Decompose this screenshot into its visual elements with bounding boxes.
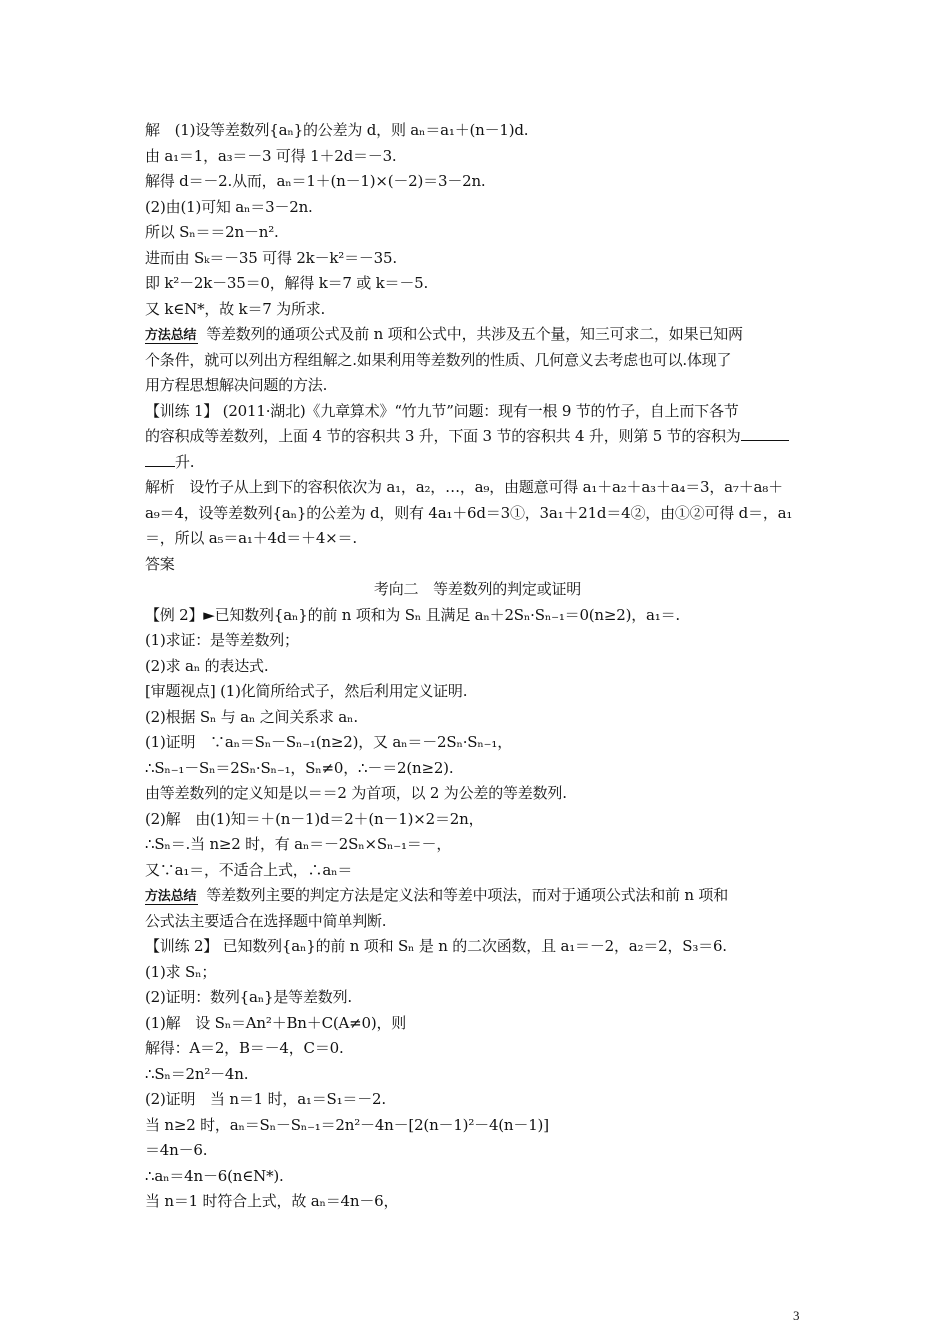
line-text: 用方程思想解决问题的方法. [145, 376, 328, 394]
text-line [145, 501, 810, 527]
text-line [145, 144, 810, 170]
line-text: (2)解 由(1)知＝＋(n－1)d＝2＋(n－1)×2＝2n， [145, 809, 484, 828]
text-line [145, 322, 810, 348]
line-text: (1)求证：是等差数列； [145, 631, 299, 649]
line-text: a₉＝4，设等差数列{aₙ}的公差为 d，则有 4a₁＋6d＝3①，3a₁＋21d＝4②，由①②可得 d＝，a₁ [145, 503, 793, 522]
text-line [145, 475, 810, 501]
line-text: 又∵a₁＝，不适合上式，∴aₙ＝ [145, 860, 353, 879]
line-text: 等差数列主要的判定方法是定义法和等差中项法，而对于通项公式法和前 n 项和 [206, 886, 729, 904]
line-text: 的容积成等差数列，上面 4 节的容积共 3 升，下面 3 节的容积共 4 升，则第 5 节的容积为 [145, 427, 741, 445]
text-line [145, 909, 810, 935]
text-line [145, 1189, 810, 1215]
line-text: (2)证明：数列{aₙ}是等差数列. [145, 988, 352, 1006]
text-line [145, 271, 810, 297]
text-line [145, 883, 810, 909]
text-line [145, 781, 810, 807]
text-line [145, 807, 810, 833]
line-text: 当 n≥2 时，aₙ＝Sₙ－Sₙ₋₁＝2n²－4n－[2(n－1)²－4(n－1)] [145, 1115, 549, 1134]
text-line [145, 169, 810, 195]
text-line [145, 220, 810, 246]
text-line [145, 934, 810, 960]
text-line [145, 832, 810, 858]
line-text: 解 (1)设等差数列{aₙ}的公差为 d，则 aₙ＝a₁＋(n－1)d. [145, 121, 529, 139]
text-line [145, 552, 810, 578]
line-text: (2)由(1)可知 aₙ＝3－2n. [145, 197, 313, 216]
line-text: (1)求 Sₙ； [145, 962, 217, 981]
line-text: 等差数列的通项公式及前 n 项和公式中，共涉及五个量，知三可求二，如果已知两 [206, 325, 743, 343]
method-summary-tag: 方法总结 [145, 889, 197, 904]
line-text: [审题视点] (1)化简所给式子，然后利用定义证明. [145, 682, 468, 700]
text-line [145, 1011, 810, 1037]
line-text: (2)求 aₙ 的表达式. [145, 656, 269, 675]
line-text: 当 n＝1 时符合上式，故 aₙ＝4n－6， [145, 1192, 399, 1210]
line-text: ∴Sₙ＝2n²－4n. [145, 1064, 249, 1083]
line-text: 【训练 2】 已知数列{aₙ}的前 n 项和 Sₙ 是 n 的二次函数，且 a₁＝－2，a₂＝2，S₃＝6. [145, 937, 727, 955]
line-text: 答案 [145, 554, 175, 573]
text-line [145, 118, 810, 144]
text-line [145, 1062, 810, 1088]
text-line [145, 373, 810, 399]
line-text: ∴Sₙ₋₁－Sₙ＝2Sₙ·Sₙ₋₁，Sₙ≠0，∴－＝2(n≥2). [145, 758, 454, 777]
line-text: ∴Sₙ＝.当 n≥2 时，有 aₙ＝－2Sₙ×Sₙ₋₁＝－， [145, 835, 452, 853]
text-line [145, 195, 810, 221]
text-line [145, 450, 810, 476]
line-text: 由 a₁＝1，a₃＝－3 可得 1＋2d＝－3. [145, 146, 397, 165]
text-line [145, 424, 810, 450]
text-line [145, 730, 810, 756]
line-text: 进而由 Sₖ＝－35 可得 2k－k²＝－35. [145, 248, 397, 267]
text-line [145, 603, 810, 629]
line-text: 解析 设竹子从上到下的容积依次为 a₁，a₂，…，a₉，由题意可得 a₁＋a₂＋a₃＋a₄＝3，a₇＋a₈＋ [145, 478, 783, 496]
text-line [145, 1164, 810, 1190]
line-text: 解得：A＝2，B＝－4，C＝0. [145, 1039, 344, 1057]
line-text: 个条件，就可以列出方程组解之.如果利用等差数列的性质、几何意义去考虑也可以.体现了 [145, 350, 732, 369]
text-line [145, 960, 810, 986]
line-text: ∴aₙ＝4n－6(n∈N*). [145, 1166, 284, 1185]
text-line [145, 526, 810, 552]
text-line [145, 654, 810, 680]
answer-blank [741, 426, 789, 441]
text-line [145, 985, 810, 1011]
line-text: ＝4n－6. [145, 1141, 208, 1159]
text-line [145, 679, 810, 705]
line-text: 所以 Sₙ＝＝2n－n². [145, 223, 279, 241]
text-line [145, 577, 810, 603]
line-text: 由等差数列的定义知是以＝＝2 为首项，以 2 为公差的等差数列. [145, 784, 567, 802]
document-body [145, 118, 810, 1215]
line-text: 【训练 1】 (2011·湖北)《九章算术》“竹九节”问题：现有一根 9 节的竹子，自上而下各节 [145, 401, 739, 420]
answer-blank [145, 452, 175, 467]
line-text: 考向二 等差数列的判定或证明 [373, 580, 582, 598]
text-line [145, 628, 810, 654]
line-text: 解得 d＝－2.从而，aₙ＝1＋(n－1)×(－2)＝3－2n. [145, 172, 486, 190]
line-text: 即 k²－2k－35＝0，解得 k＝7 或 k＝－5. [145, 274, 429, 292]
page-number: 3 [793, 1308, 800, 1323]
line-text: 又 k∈N*，故 k＝7 为所求. [145, 299, 326, 318]
text-line [145, 348, 810, 374]
line-text: 【例 2】►已知数列{aₙ}的前 n 项和为 Sₙ 且满足 aₙ＋2Sₙ·Sₙ₋₁＝0(n≥2)，a₁＝. [145, 605, 680, 624]
text-line [145, 756, 810, 782]
text-line [145, 1087, 810, 1113]
text-line [145, 858, 810, 884]
line-text: (1)解 设 Sₙ＝An²＋Bn＋C(A≠0)，则 [145, 1013, 407, 1032]
text-line [145, 297, 810, 323]
line-text: ＝，所以 a₅＝a₁＋4d＝＋4×＝. [145, 529, 357, 547]
line-text: 升. [175, 452, 195, 471]
text-line [145, 1138, 810, 1164]
line-text: (1)证明 ∵aₙ＝Sₙ－Sₙ₋₁(n≥2)，又 aₙ＝－2Sₙ·Sₙ₋₁， [145, 733, 512, 751]
method-summary-tag: 方法总结 [145, 328, 197, 343]
text-line [145, 1113, 810, 1139]
text-line [145, 705, 810, 731]
text-line [145, 246, 810, 272]
text-line [145, 1036, 810, 1062]
line-text: 公式法主要适合在选择题中简单判断. [145, 911, 387, 930]
text-line [145, 399, 810, 425]
line-text: (2)证明 当 n＝1 时，a₁＝S₁＝－2. [145, 1090, 386, 1108]
line-text: (2)根据 Sₙ 与 aₙ 之间关系求 aₙ. [145, 707, 358, 726]
